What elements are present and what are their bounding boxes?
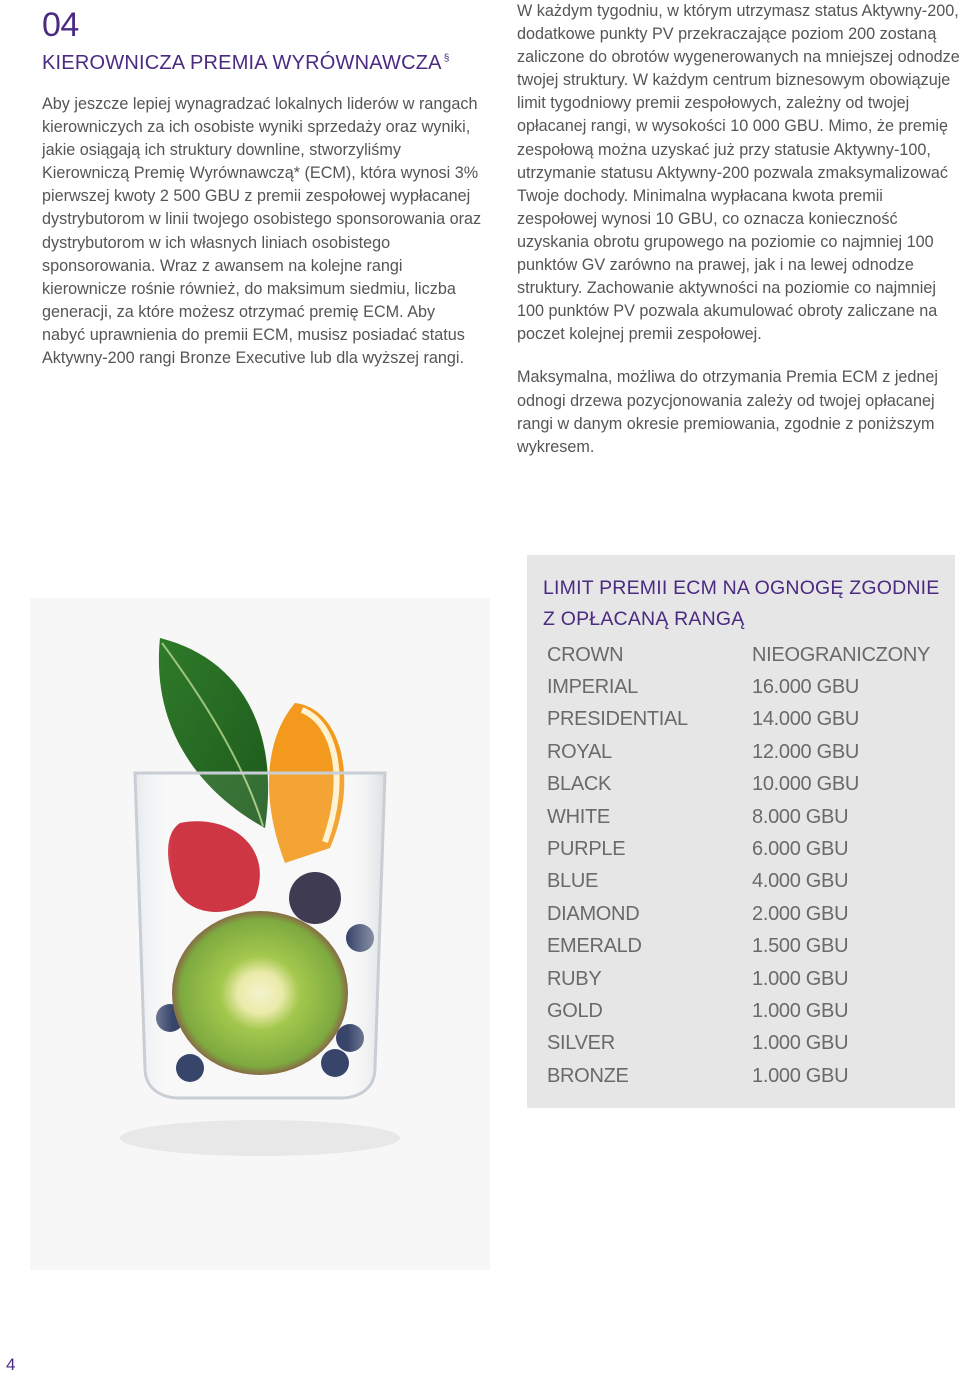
table-row xyxy=(547,801,947,833)
rank-name: DIAMOND xyxy=(547,902,640,925)
beaker-reflection xyxy=(120,1120,400,1156)
table-row xyxy=(547,866,947,898)
rank-limit: 6.000 GBU xyxy=(752,838,849,861)
section-title xyxy=(42,52,449,75)
rank-name: CROWN xyxy=(547,643,624,666)
rank-limit: 2.000 GBU xyxy=(752,902,849,925)
section-title-text: KIEROWNICZA PREMIA WYRÓWNAWCZA xyxy=(42,52,442,74)
page-number: 4 xyxy=(6,1355,16,1374)
rank-name: BLUE xyxy=(547,870,599,893)
fruit-beaker-illustration xyxy=(30,598,490,1270)
rank-name: IMPERIAL xyxy=(547,676,638,699)
rank-limit: 8.000 GBU xyxy=(752,805,849,828)
ecm-limit-box xyxy=(527,555,955,1108)
rank-name: PRESIDENTIAL xyxy=(547,708,688,731)
rank-name: BLACK xyxy=(547,773,612,796)
rank-name: EMERALD xyxy=(547,935,642,958)
section-number: 04 xyxy=(42,6,79,44)
table-row xyxy=(547,1028,947,1060)
rank-limit: 1.000 GBU xyxy=(752,999,849,1022)
table-row xyxy=(547,736,947,768)
table-row xyxy=(547,1060,947,1092)
ecm-limit-table xyxy=(547,639,947,1092)
rank-limit: 14.000 GBU xyxy=(752,708,860,731)
right-column xyxy=(517,0,960,459)
table-row xyxy=(547,995,947,1027)
fruit-beaker-image xyxy=(30,598,490,1270)
rank-name: SILVER xyxy=(547,1032,615,1055)
rank-limit: 1.000 GBU xyxy=(752,1032,849,1055)
rank-limit: NIEOGRANICZONY xyxy=(752,643,931,666)
table-row xyxy=(547,931,947,963)
table-row xyxy=(547,898,947,930)
right-column-paragraph-1: W każdym tygodniu, w którym utrzymasz status Aktywny-200, dodatkowe punkty PV przekraczające poziom 200 zostaną zaliczone do obrotów wygenerowanych na mniejszej odnodze twojej struktury. W każdym centrum biznesowym obowiązuje limit tygodniowy premii zespołowych, zależny od twojej opłacanej rangi, w wysokości 10 000 GBU. Mimo, że premię zespołową można uzyskać już przy statusie Aktywny-100, utrzymanie statusu Aktywny-200 pozwala zmaksymalizować Twoje dochody. Minimalna wypłacana kwota premii zespołowej wynosi 10 GBU, co oznacza konieczność uzyskania obrotu grupowego na poziomie co najmniej 100 punktów GV zarówno na prawej, jak i na lewej odnodze struktury. Zachowanie aktywności na poziomie co najmniej 100 punktów PV pozwala akumulować obroty zaliczane na poczet kolejnej premii zespołowej. xyxy=(517,2,960,344)
beaker-glass xyxy=(135,773,385,1098)
rank-name: PURPLE xyxy=(547,838,626,861)
rank-limit: 4.000 GBU xyxy=(752,870,849,893)
table-row xyxy=(547,639,947,671)
left-column-paragraph: Aby jeszcze lepiej wynagradzać lokalnych liderów w rangach kierowniczych za ich osobiste wyniki sprzedaży oraz wyniki, jakie osiągają ich struktury downline, stworzyliśmy Kierowniczą Premię Wyrównawczą* (ECM), która wynosi 3% pierwszej kwoty 2 500 GBU z premii zespołowej wypłacanej dystrybutorom w linii twojego osobistego sponsorowania oraz dystrybutorom w ich własnych liniach osobistego sponsorowania. Wraz z awansem na kolejne rangi kierownicze rośnie również, do maksimum siedmiu, liczba generacji, za które możesz otrzymać premię ECM. Aby nabyć uprawnienia do premii ECM, musisz posiadać status Aktywny-200 rangi Bronze Executive lub dla wyższej rangi. xyxy=(42,95,482,368)
table-row xyxy=(547,769,947,801)
table-row xyxy=(547,833,947,865)
rank-limit: 16.000 GBU xyxy=(752,676,860,699)
rank-name: ROYAL xyxy=(547,740,612,763)
table-row xyxy=(547,963,947,995)
rank-name: RUBY xyxy=(547,967,602,990)
rank-limit: 12.000 GBU xyxy=(752,740,860,763)
left-column xyxy=(42,93,482,370)
table-row xyxy=(547,671,947,703)
rank-name: GOLD xyxy=(547,999,603,1022)
section-title-mark: § xyxy=(443,53,450,65)
rank-limit: 1.000 GBU xyxy=(752,967,849,990)
right-column-paragraph-2: Maksymalna, możliwa do otrzymania Premia ECM z jednej odnogi drzewa pozycjonowania zależy od twojej opłacanej rangi w danym okresie premiowania, zgodnie z poniższym wykresem. xyxy=(517,368,939,456)
rank-limit: 1.500 GBU xyxy=(752,935,849,958)
ecm-limit-title: LIMIT PREMII ECM NA OGNOGĘ ZGODNIE Z OPŁACANĄ RANGĄ xyxy=(543,577,940,630)
rank-name: WHITE xyxy=(547,805,610,828)
rank-name: BRONZE xyxy=(547,1064,629,1087)
table-row xyxy=(547,704,947,736)
rank-limit: 10.000 GBU xyxy=(752,773,860,796)
rank-limit: 1.000 GBU xyxy=(752,1064,849,1087)
